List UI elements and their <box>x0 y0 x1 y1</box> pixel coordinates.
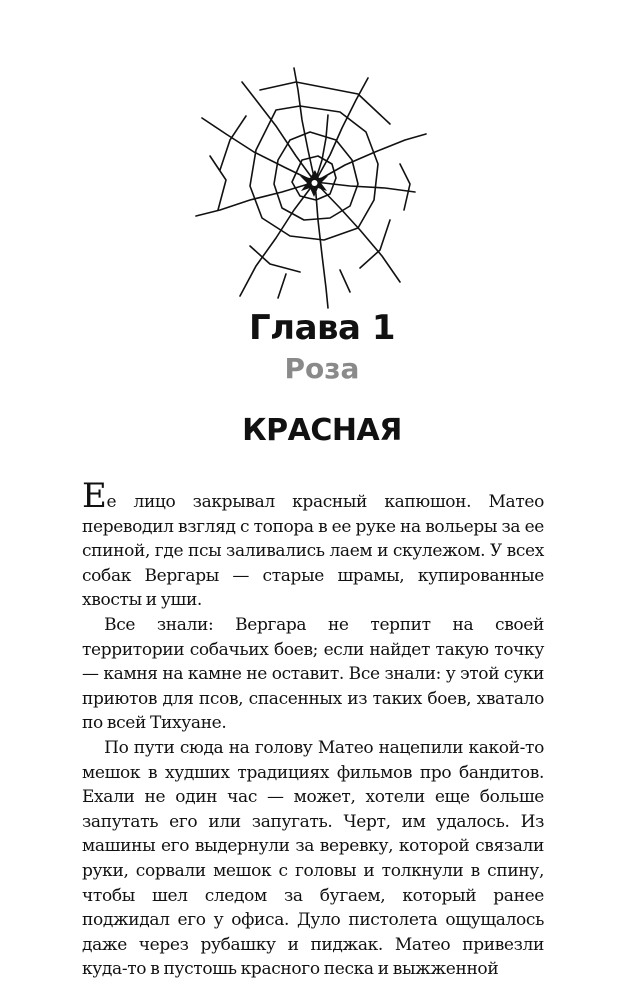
drop-cap: Е <box>82 476 107 516</box>
paragraph-3: По пути сюда на голову Матео нацепили какой-то мешок в худших традициях фильмов про бандитов. Ехали не один час — может, хотели еще больше запутать его или запугать. Черт, им удалось. Из машины его выдернули за веревку, которой связали руки, сорвали мешок с головы и толкнули в спину, чтобы шел следом за бугаем, который ранее поджидал его у офиса. Дуло пистолета ощущалось даже через рубашку и пиджак. Матео привезли куда-то в пустошь красного песка и выжженной <box>82 737 544 980</box>
paragraph-1-text: е лицо закрывал красный капюшон. Матео переводил взгляд с топора в ее руке на вольеры за ее спиной, где псы заливались лаем и скулежом. У всех собак Вергары — старые шрамы, купированные хвосты и уши. <box>82 492 544 611</box>
chapter-title: Роза <box>284 352 360 385</box>
shattered-glass-illustration <box>190 60 430 310</box>
paragraph-1 <box>82 476 544 613</box>
chapter-label: Глава 1 <box>249 308 395 348</box>
chapter-heading <box>0 308 644 348</box>
paragraph-2: Все знали: Вергара не терпит на своей территории собачьих боев; если найдет такую точку — камня на камне не оставит. Все знали: у этой суки приютов для псов, спасенных из таких боев, хватало по всей Тихуане. <box>82 614 544 734</box>
shattered-glass-icon <box>190 60 430 310</box>
section-title: КРАСНАЯ <box>242 413 402 448</box>
body-text <box>82 476 544 982</box>
